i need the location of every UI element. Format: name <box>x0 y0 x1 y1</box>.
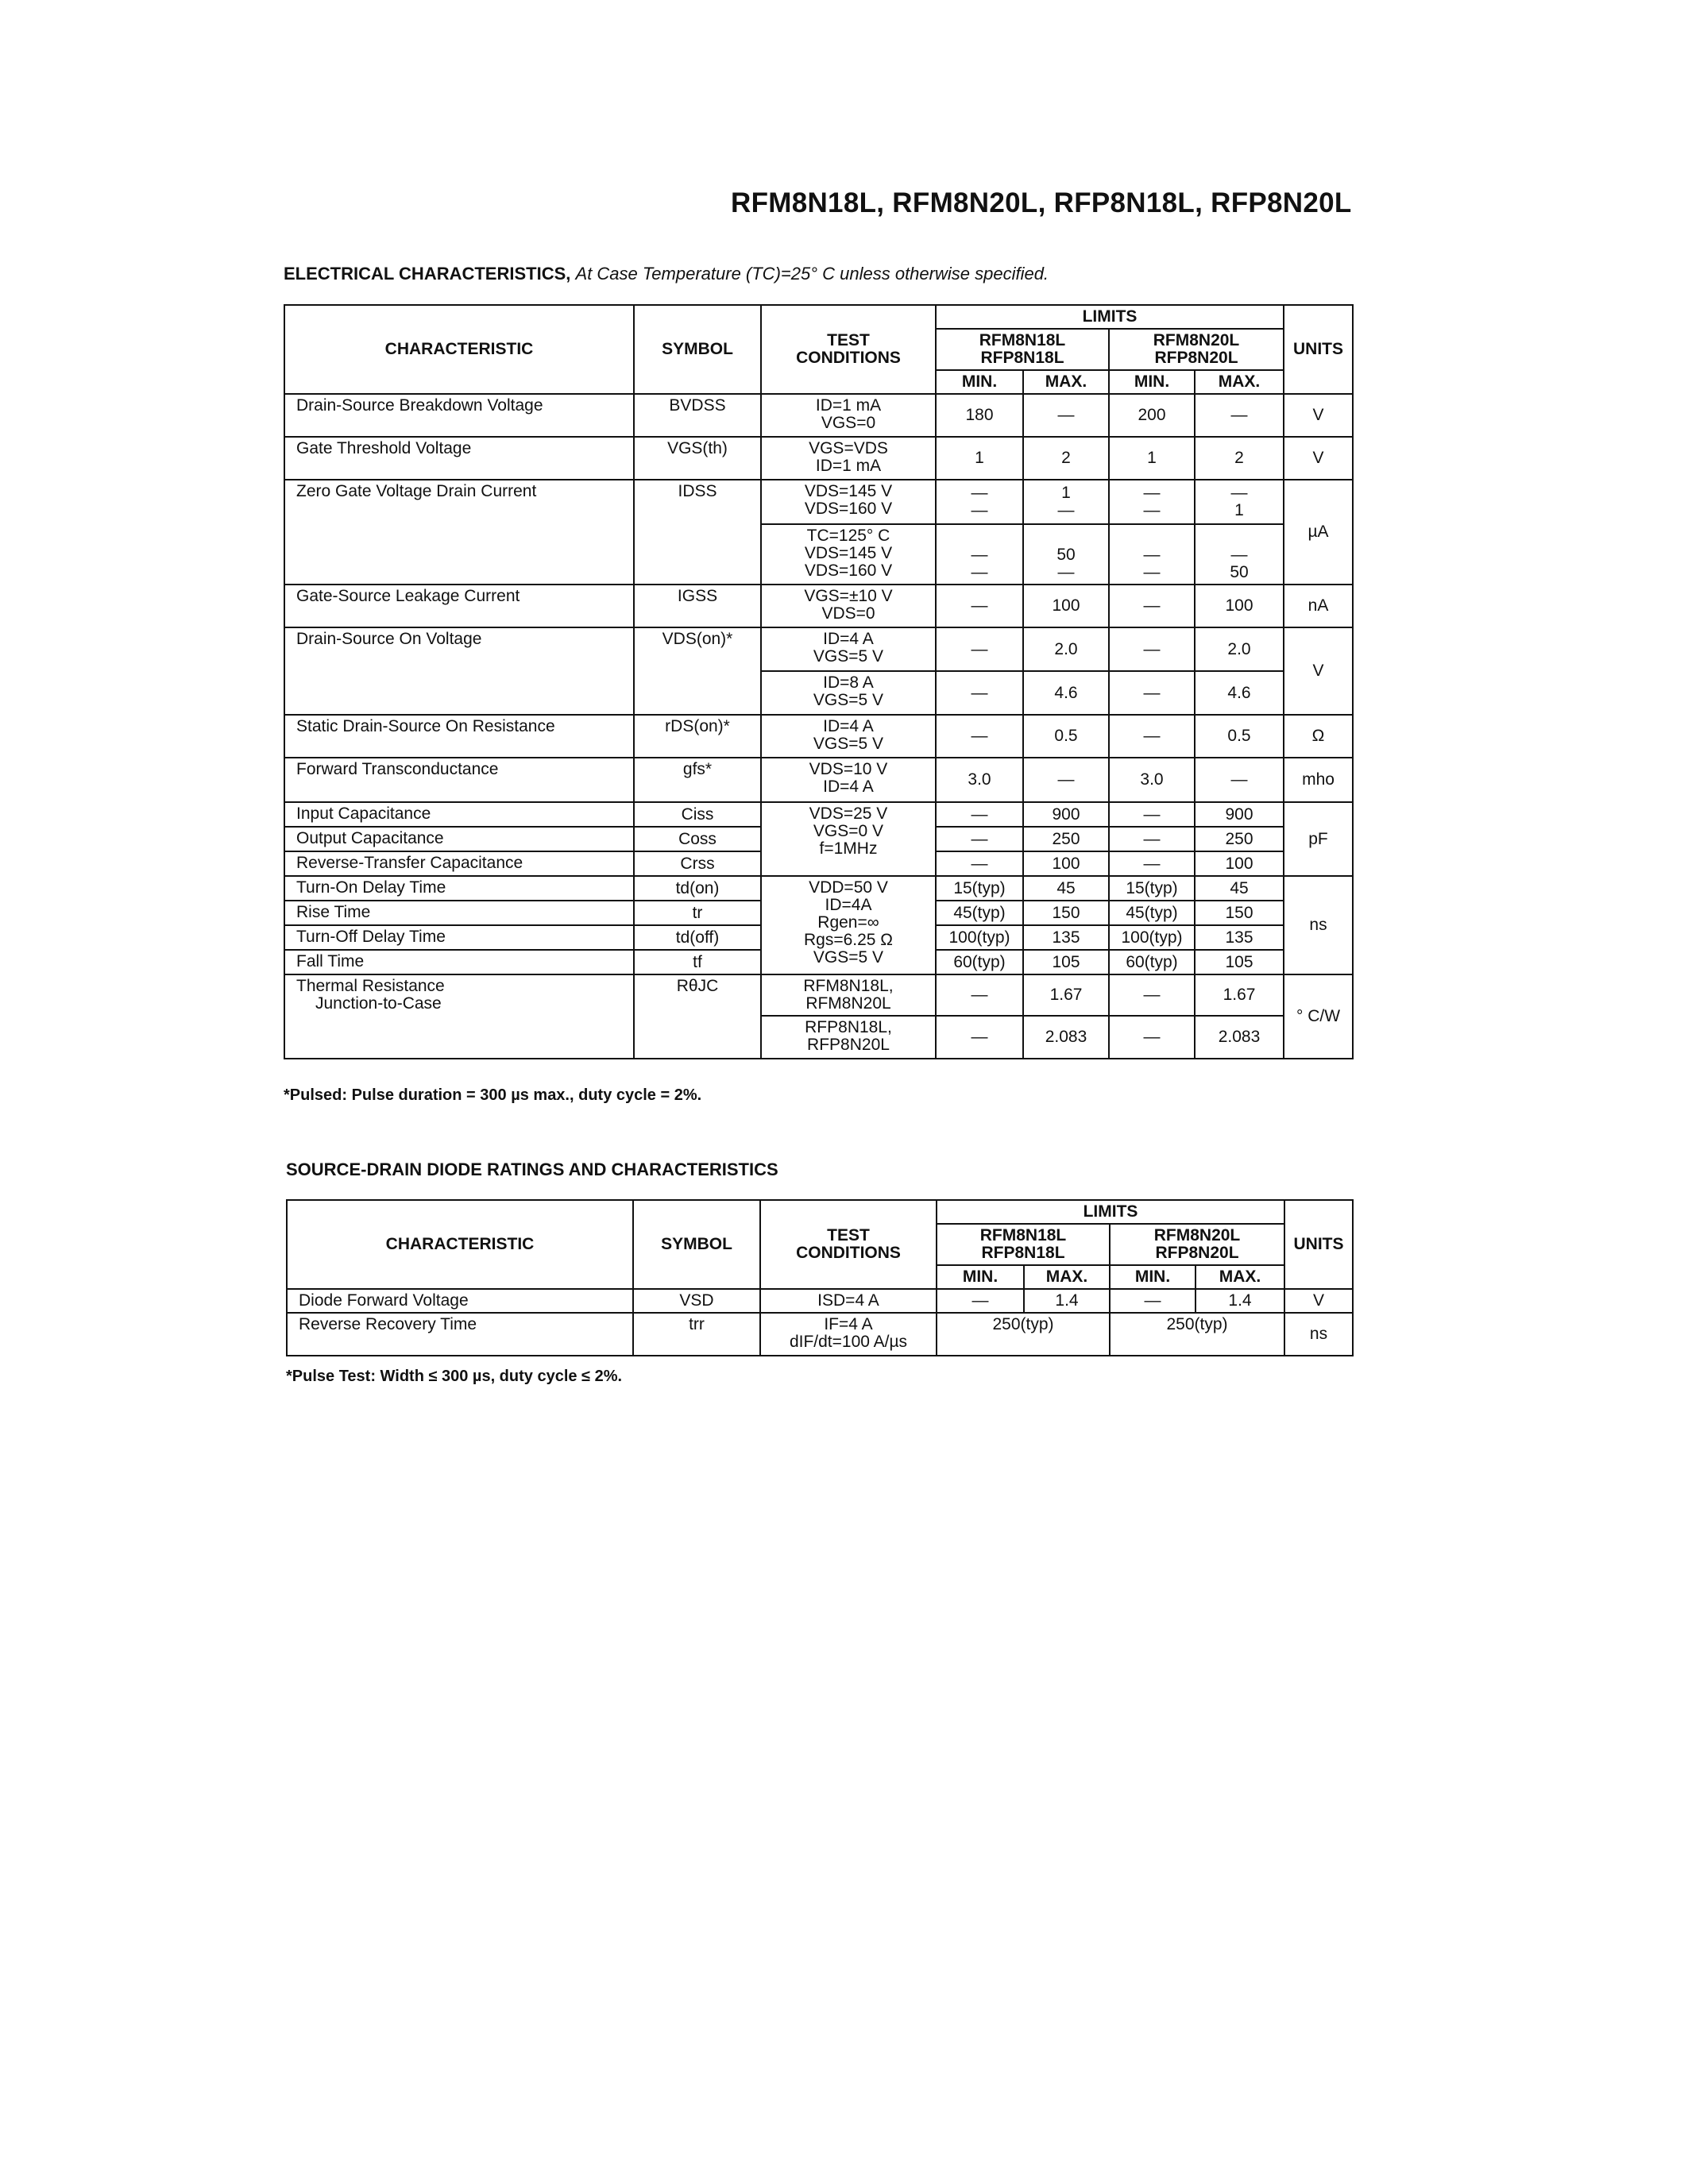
cond-switching <box>761 876 936 974</box>
value-cell: 45 <box>1195 876 1284 901</box>
value-cell: 150 <box>1023 901 1109 925</box>
value-cell: — <box>1109 1016 1195 1059</box>
cond-line: RFM8N18L, <box>803 977 894 996</box>
diode-footnote: *Pulse Test: Width ≤ 300 µs, duty cycle ≤ 2%. <box>286 1368 623 1385</box>
cond-line: VDS=160 V <box>804 561 893 581</box>
symbol-rdson: rDS(on)* <box>634 715 761 758</box>
header-max-20l: MAX. <box>1196 1265 1284 1289</box>
value-cell: 2 <box>1023 437 1109 480</box>
value-line: — <box>1143 546 1161 565</box>
cond-line: VDS=160 V <box>804 500 893 519</box>
group-18l-line2: RFP8N18L <box>981 1244 1065 1263</box>
group-20l-line1: RFM8N20L <box>1153 1226 1241 1245</box>
symbol-tdon: td(on) <box>634 876 761 901</box>
table-row <box>284 437 1353 480</box>
units-cell: V <box>1284 437 1353 480</box>
header-group-20l <box>1110 1224 1284 1265</box>
symbol-idss: IDSS <box>634 480 761 585</box>
group-18l-line1: RFM8N18L <box>979 331 1066 350</box>
value-cell: — <box>936 827 1023 851</box>
value-cell: 100 <box>1195 585 1284 627</box>
header-group-18l <box>937 1224 1110 1265</box>
electrical-heading-italic: At Case Temperature (TC)=25° C unless otherwise specified. <box>575 264 1049 284</box>
symbol-trr: trr <box>633 1313 760 1356</box>
value-line: 50 <box>1230 563 1249 582</box>
value-cell: 45(typ) <box>1109 901 1195 925</box>
units-cell: pF <box>1284 802 1353 876</box>
char-bvdss: Drain-Source Breakdown Voltage <box>284 394 634 437</box>
value-cell <box>1195 480 1284 524</box>
value-cell: — <box>1109 851 1195 876</box>
header-min-18l: MIN. <box>937 1265 1024 1289</box>
value-cell: — <box>1109 585 1195 627</box>
char-crss: Reverse-Transfer Capacitance <box>284 851 634 876</box>
cond-line: ID=4 A <box>823 778 874 797</box>
value-cell: 250(typ) <box>937 1313 1110 1356</box>
units-cell: Ω <box>1284 715 1353 758</box>
cond-line: VDS=0 <box>821 604 875 623</box>
value-cell: — <box>1195 394 1284 437</box>
group-18l-line1: RFM8N18L <box>979 1226 1067 1245</box>
symbol-vgsth: VGS(th) <box>634 437 761 480</box>
value-line: — <box>971 501 988 520</box>
cond-line: f=1MHz <box>819 839 878 859</box>
value-line: — <box>1057 563 1075 582</box>
header-limits: LIMITS <box>936 305 1284 329</box>
cond-line: TC=125° C <box>806 527 890 546</box>
value-cell: 3.0 <box>936 758 1023 802</box>
cond-line: VDS=25 V <box>809 805 888 824</box>
value-cell: — <box>936 802 1023 827</box>
cond-line: IF=4 A <box>824 1315 873 1334</box>
value-cell: — <box>1195 758 1284 802</box>
units-cell: V <box>1284 1289 1353 1313</box>
value-cell: 45 <box>1023 876 1109 901</box>
symbol-thermal: RθJC <box>634 974 761 1059</box>
value-cell: 1.4 <box>1196 1289 1284 1313</box>
value-cell: 900 <box>1195 802 1284 827</box>
value-cell: 1.67 <box>1195 974 1284 1016</box>
value-cell: — <box>936 1016 1023 1059</box>
value-cell: — <box>936 974 1023 1016</box>
value-cell: — <box>936 585 1023 627</box>
table-row <box>284 715 1353 758</box>
header-group-20l <box>1109 329 1284 370</box>
table-row <box>284 627 1353 671</box>
value-cell <box>1195 524 1284 585</box>
electrical-footnote: *Pulsed: Pulse duration = 300 µs max., duty cycle = 2%. <box>284 1086 702 1104</box>
table-row <box>284 585 1353 627</box>
value-cell: 100(typ) <box>1109 925 1195 950</box>
header-test-conditions <box>760 1200 937 1289</box>
units-cell: V <box>1284 627 1353 715</box>
value-cell: 180 <box>936 394 1023 437</box>
cond-line: Rgs=6.25 Ω <box>803 931 893 950</box>
units-cell: ° C/W <box>1284 974 1353 1059</box>
header-test-line: TEST <box>827 331 870 350</box>
cond-line: RFM8N20L <box>805 994 891 1013</box>
value-cell: 4.6 <box>1023 671 1109 715</box>
value-cell <box>1023 524 1109 585</box>
cond-vgsth <box>761 437 936 480</box>
cond-line: VGS=5 V <box>813 948 884 967</box>
cond-thermal-b <box>761 1016 936 1059</box>
symbol-bvdss: BVDSS <box>634 394 761 437</box>
table-row <box>284 480 1353 524</box>
table-row <box>284 876 1353 901</box>
value-cell: 100(typ) <box>936 925 1023 950</box>
value-line: — <box>1230 484 1248 503</box>
char-tr: Rise Time <box>284 901 634 925</box>
value-line: 1 <box>1061 484 1071 503</box>
table-row <box>284 394 1353 437</box>
value-cell: 60(typ) <box>936 950 1023 974</box>
value-cell: — <box>1109 671 1195 715</box>
cond-line: ID=1 mA <box>815 396 882 415</box>
cond-line: Rgen=∞ <box>817 913 879 932</box>
value-cell: — <box>1109 715 1195 758</box>
header-characteristic: CHARACTERISTIC <box>287 1200 633 1289</box>
char-tf: Fall Time <box>284 950 634 974</box>
value-cell: 900 <box>1023 802 1109 827</box>
table-row <box>287 1289 1353 1313</box>
value-cell: 3.0 <box>1109 758 1195 802</box>
value-cell: 15(typ) <box>936 876 1023 901</box>
symbol-igss: IGSS <box>634 585 761 627</box>
cond-vdson-b <box>761 671 936 715</box>
value-cell: 0.5 <box>1023 715 1109 758</box>
header-limits: LIMITS <box>937 1200 1284 1224</box>
header-symbol: SYMBOL <box>633 1200 760 1289</box>
value-cell: 100 <box>1195 851 1284 876</box>
value-cell: 105 <box>1023 950 1109 974</box>
value-cell: 1 <box>1109 437 1195 480</box>
value-cell: 15(typ) <box>1109 876 1195 901</box>
cond-line: ID=4 A <box>823 630 874 649</box>
cond-line: VGS=5 V <box>813 735 884 754</box>
value-cell: — <box>936 715 1023 758</box>
value-cell <box>936 480 1023 524</box>
value-cell: 1.67 <box>1023 974 1109 1016</box>
value-cell: 2 <box>1195 437 1284 480</box>
cond-line: VDD=50 V <box>809 878 888 897</box>
electrical-heading <box>284 264 1049 284</box>
cond-line: VDS=145 V <box>804 482 893 501</box>
value-line: — <box>971 563 988 582</box>
header-min-20l: MIN. <box>1109 370 1195 394</box>
value-line: — <box>971 546 988 565</box>
char-vgsth: Gate Threshold Voltage <box>284 437 634 480</box>
value-cell: 60(typ) <box>1109 950 1195 974</box>
value-cell: — <box>1109 627 1195 671</box>
cond-trr <box>760 1313 937 1356</box>
value-cell: 2.0 <box>1195 627 1284 671</box>
cond-line: VGS=±10 V <box>804 587 893 606</box>
value-cell: 100 <box>1023 851 1109 876</box>
cond-line: dIF/dt=100 A/µs <box>789 1333 908 1352</box>
electrical-heading-bold: ELECTRICAL CHARACTERISTICS, <box>284 264 571 284</box>
value-cell: — <box>936 671 1023 715</box>
symbol-tf: tf <box>634 950 761 974</box>
group-20l-line2: RFP8N20L <box>1155 1244 1239 1263</box>
value-cell: — <box>1109 974 1195 1016</box>
symbol-coss: Coss <box>634 827 761 851</box>
diode-heading: SOURCE-DRAIN DIODE RATINGS AND CHARACTERISTICS <box>286 1160 778 1179</box>
value-cell: 150 <box>1195 901 1284 925</box>
units-cell: ns <box>1284 1313 1353 1356</box>
char-gfs: Forward Transconductance <box>284 758 634 802</box>
cond-vdson-a <box>761 627 936 671</box>
units-cell: mho <box>1284 758 1353 802</box>
cond-line: VGS=5 V <box>813 691 884 710</box>
value-cell: 45(typ) <box>936 901 1023 925</box>
char-tdon: Turn-On Delay Time <box>284 876 634 901</box>
value-cell: 2.083 <box>1195 1016 1284 1059</box>
cond-line: ID=4A <box>825 896 872 915</box>
header-characteristic: CHARACTERISTIC <box>284 305 634 394</box>
header-group-18l <box>936 329 1109 370</box>
char-vsd: Diode Forward Voltage <box>287 1289 633 1313</box>
table-row <box>284 758 1353 802</box>
symbol-gfs: gfs* <box>634 758 761 802</box>
value-cell <box>1109 480 1195 524</box>
value-line: 1 <box>1234 501 1244 520</box>
header-max-20l: MAX. <box>1195 370 1284 394</box>
value-cell: — <box>936 627 1023 671</box>
value-line: — <box>1143 484 1161 503</box>
header-max-18l: MAX. <box>1024 1265 1110 1289</box>
cond-igss <box>761 585 936 627</box>
table-row <box>287 1313 1353 1356</box>
value-cell: 1.4 <box>1024 1289 1110 1313</box>
group-18l-line2: RFP8N18L <box>980 349 1064 368</box>
header-max-18l: MAX. <box>1023 370 1109 394</box>
cond-vsd: ISD=4 A <box>760 1289 937 1313</box>
value-cell: — <box>936 851 1023 876</box>
symbol-crss: Crss <box>634 851 761 876</box>
cond-line: VGS=VDS <box>809 439 888 458</box>
char-trr: Reverse Recovery Time <box>287 1313 633 1356</box>
cond-idss-a <box>761 480 936 524</box>
source-drain-diode-table <box>286 1199 1354 1356</box>
value-cell: — <box>1023 758 1109 802</box>
cond-rdson <box>761 715 936 758</box>
value-line: — <box>1057 501 1075 520</box>
cond-idss-b <box>761 524 936 585</box>
header-conditions-line: CONDITIONS <box>796 1244 901 1263</box>
value-line: — <box>1143 501 1161 520</box>
cond-bvdss <box>761 394 936 437</box>
char-tdoff: Turn-Off Delay Time <box>284 925 634 950</box>
cond-line: VGS=0 <box>821 414 876 433</box>
value-cell: 2.083 <box>1023 1016 1109 1059</box>
value-line: 50 <box>1056 546 1076 565</box>
header-min-18l: MIN. <box>936 370 1023 394</box>
value-cell: — <box>1109 802 1195 827</box>
value-cell: 2.0 <box>1023 627 1109 671</box>
char-vdson: Drain-Source On Voltage <box>284 627 634 715</box>
cond-line: ID=1 mA <box>815 457 882 476</box>
char-ciss: Input Capacitance <box>284 802 634 827</box>
value-cell: 135 <box>1195 925 1284 950</box>
char-idss: Zero Gate Voltage Drain Current <box>284 480 634 585</box>
units-cell: nA <box>1284 585 1353 627</box>
symbol-ciss: Ciss <box>634 802 761 827</box>
units-cell: V <box>1284 394 1353 437</box>
value-cell: 4.6 <box>1195 671 1284 715</box>
electrical-characteristics-table <box>284 304 1354 1059</box>
char-igss: Gate-Source Leakage Current <box>284 585 634 627</box>
table-row <box>284 802 1353 827</box>
value-cell: 135 <box>1023 925 1109 950</box>
value-line: — <box>971 484 988 503</box>
value-cell: 250(typ) <box>1110 1313 1284 1356</box>
value-line: — <box>1230 546 1248 565</box>
value-line: — <box>1143 563 1161 582</box>
char-thermal <box>284 974 634 1059</box>
value-cell: — <box>1109 827 1195 851</box>
symbol-tdoff: td(off) <box>634 925 761 950</box>
cond-capacitance <box>761 802 936 876</box>
symbol-vdson: VDS(on)* <box>634 627 761 715</box>
cond-line: RFP8N18L, <box>805 1018 892 1037</box>
page-title: RFM8N18L, RFM8N20L, RFP8N18L, RFP8N20L <box>731 187 1352 218</box>
group-20l-line2: RFP8N20L <box>1154 349 1238 368</box>
cond-line: VGS=0 V <box>813 822 884 841</box>
units-cell: ns <box>1284 876 1353 974</box>
header-units: UNITS <box>1284 1200 1353 1289</box>
table-row <box>284 974 1353 1016</box>
char-coss: Output Capacitance <box>284 827 634 851</box>
value-cell: 105 <box>1195 950 1284 974</box>
char-line: Thermal Resistance <box>296 977 445 996</box>
value-cell: 250 <box>1023 827 1109 851</box>
value-cell: 250 <box>1195 827 1284 851</box>
cond-line: ID=4 A <box>823 717 874 736</box>
header-test-conditions <box>761 305 936 394</box>
header-symbol: SYMBOL <box>634 305 761 394</box>
header-units: UNITS <box>1284 305 1353 394</box>
value-cell: 1 <box>936 437 1023 480</box>
value-cell <box>1109 524 1195 585</box>
value-cell: — <box>1110 1289 1196 1313</box>
value-cell: 0.5 <box>1195 715 1284 758</box>
cond-gfs <box>761 758 936 802</box>
cond-line: RFP8N20L <box>807 1036 890 1055</box>
value-cell <box>936 524 1023 585</box>
value-cell: — <box>1023 394 1109 437</box>
value-cell: 100 <box>1023 585 1109 627</box>
char-line: Junction-to-Case <box>315 994 442 1013</box>
header-min-20l: MIN. <box>1110 1265 1196 1289</box>
cond-line: ID=8 A <box>823 673 874 693</box>
cond-thermal-a <box>761 974 936 1016</box>
group-20l-line1: RFM8N20L <box>1153 331 1240 350</box>
cond-line: VGS=5 V <box>813 647 884 666</box>
symbol-tr: tr <box>634 901 761 925</box>
value-cell: 200 <box>1109 394 1195 437</box>
value-cell <box>1023 480 1109 524</box>
cond-line: VDS=10 V <box>809 760 888 779</box>
cond-line: VDS=145 V <box>804 544 893 563</box>
header-conditions-line: CONDITIONS <box>796 349 901 368</box>
header-test-line: TEST <box>827 1226 870 1245</box>
symbol-vsd: VSD <box>633 1289 760 1313</box>
value-cell: — <box>937 1289 1024 1313</box>
units-cell: µA <box>1284 480 1353 585</box>
char-rdson: Static Drain-Source On Resistance <box>284 715 634 758</box>
